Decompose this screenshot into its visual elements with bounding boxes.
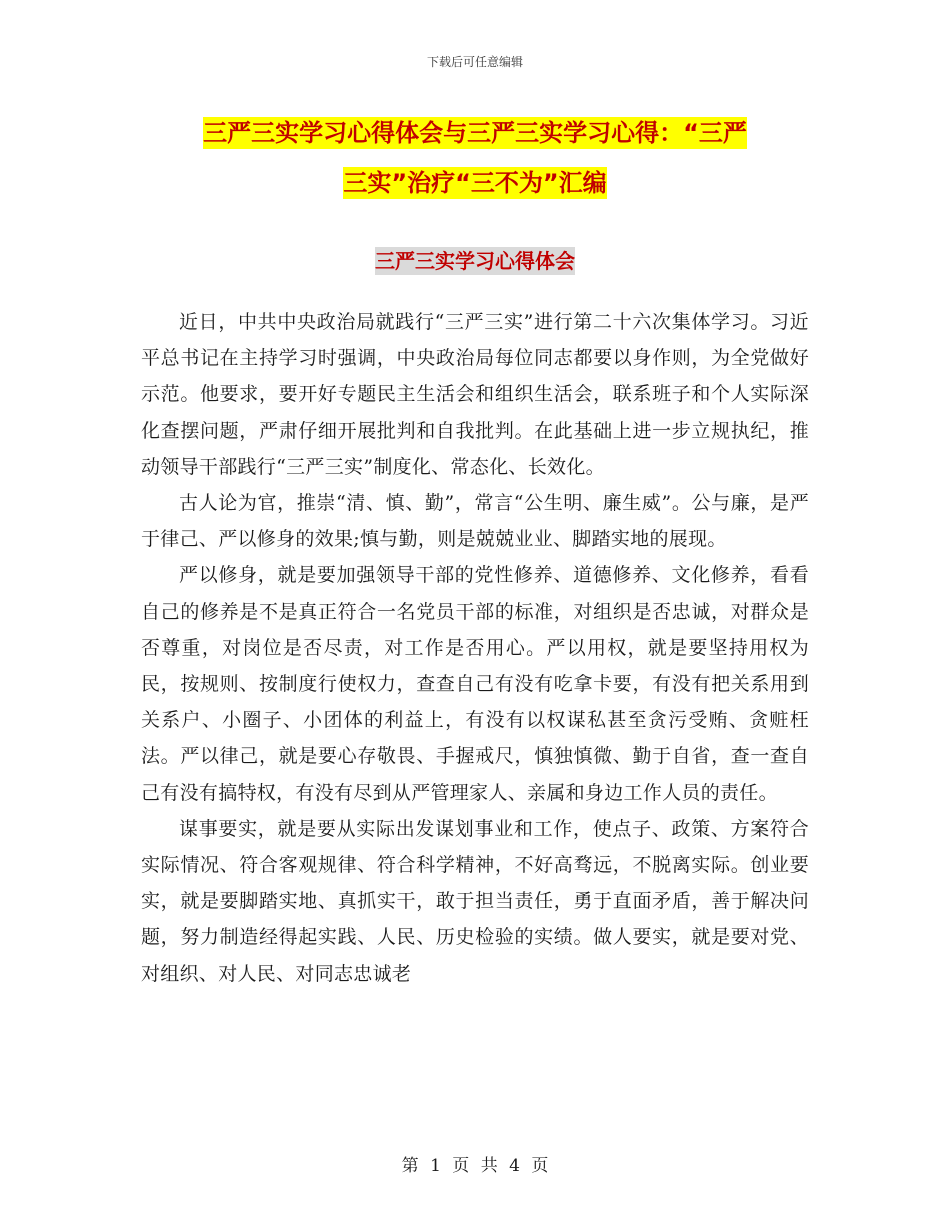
document-title — [140, 108, 810, 208]
body-paragraph-3: 严以修身，就是要加强领导干部的党性修养、道德修养、文化修养，看看自己的修养是不是真正符合一名党员干部的标准，对组织是否忠诚，对群众是否尊重，对岗位是否尽责，对工作是否用心。严以用权，就是要坚持用权为民，按规则、按制度行使权力，查查自己有没有吃拿卡要，有没有把关系用到关系户、小圈子、小团体的利益上，有没有以权谋私甚至贪污受贿、贪赃枉法。严以律己，就是要心存敬畏、手握戒尺，慎独慎微、勤于自省，查一查自己有没有搞特权，有没有尽到从严管理家人、亲属和身边工作人员的责任。 — [141, 564, 809, 804]
document-body — [141, 304, 809, 992]
page-number-footer: 第 1 页 共 4 页 — [401, 1156, 549, 1176]
body-paragraph-4: 谋事要实，就是要从实际出发谋划事业和工作，使点子、政策、方案符合实际情况、符合客观规律、符合科学精神，不好高骛远，不脱离实际。创业要实，就是要脚踏实地、真抓实干，敢于担当责任，勇于直面矛盾，善于解决问题，努力制造经得起实践、人民、历史检验的实绩。做人要实，就是要对党、对组织、对人民、对同志忠诚老 — [141, 817, 809, 985]
page-header-note: 下载后可任意编辑 — [426, 55, 523, 69]
section-title — [0, 244, 950, 278]
document-title-line-2 — [140, 158, 810, 208]
body-paragraph-2: 古人论为官，推崇“清、慎、勤”，常言“公生明、廉生威”。公与廉，是严于律己、严以修身的效果;慎与勤，则是兢兢业业、脚踏实地的展现。 — [141, 492, 809, 551]
body-paragraph-1: 近日，中共中央政治局就践行“三严三实”进行第二十六次集体学习。习近平总书记在主持学习时强调，中央政治局每位同志都要以身作则，为全党做好示范。他要求，要开好专题民主生活会和组织生活会，联系班子和个人实际深化查摆问题，严肃仔细开展批判和自我批判。在此基础上进一步立规执纪，推动领导干部践行“三严三实”制度化、常态化、长效化。 — [141, 311, 809, 478]
title-line-1-text: 三严三实学习心得体会与三严三实学习心得：“三严 — [203, 119, 747, 147]
section-title-text: 三严三实学习心得体会 — [375, 249, 575, 273]
title-line-2-text: 三实”治疗“三不为”汇编 — [343, 169, 607, 197]
document-title-line-1 — [140, 108, 810, 158]
